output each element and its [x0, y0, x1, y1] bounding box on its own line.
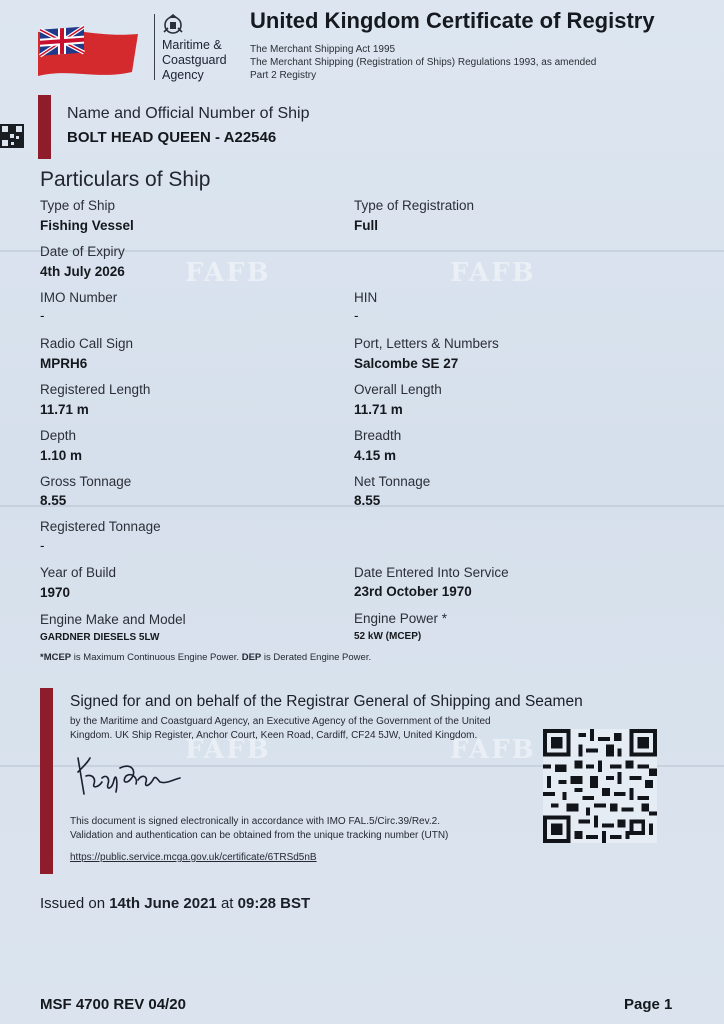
watermark: FAFB — [185, 735, 271, 765]
radio-call-sign-label: Radio Call Sign — [40, 336, 134, 351]
breadth-value: 4.15 m — [354, 448, 397, 463]
page-number: Page 1 — [624, 996, 673, 1013]
overall-length-label: Overall Length — [354, 382, 442, 397]
date-entered-service-value: 23rd October 1970 — [354, 584, 472, 599]
gross-tonnage-label: Gross Tonnage — [40, 474, 132, 489]
port-label: Port, Letters & Numbers — [354, 336, 499, 351]
depth-value: 1.10 m — [40, 448, 83, 463]
engine-make-label: Engine Make and Model — [40, 612, 186, 627]
certificate-url-link[interactable]: https://public.service.mcga.gov.uk/certificate/6TRSd5nB — [70, 852, 317, 863]
radio-call-sign-value: MPRH6 — [40, 356, 88, 371]
date-of-expiry-label: Date of Expiry — [40, 244, 125, 259]
side-qr-code-icon — [0, 124, 24, 148]
engine-make-value: GARDNER DIESELS 5LW — [40, 632, 160, 643]
hin-label: HIN — [354, 290, 378, 305]
imo-number-label: IMO Number — [40, 290, 118, 305]
net-tonnage-label: Net Tonnage — [354, 474, 431, 489]
net-tonnage-value: 8.55 — [354, 493, 381, 508]
registered-length-value: 11.71 m — [40, 402, 89, 417]
signature-bar — [40, 688, 53, 874]
issued-date-line: Issued on 14th June 2021 at 09:28 BST — [40, 895, 311, 912]
agency-name: Maritime & Coastguard Agency — [162, 38, 227, 82]
year-of-build-label: Year of Build — [40, 565, 117, 580]
engine-power-footnote: *MCEP is Maximum Continuous Engine Power. DEP is Derated Engine Power. — [40, 652, 372, 663]
signed-heading: Signed for and on behalf of the Registrar General of Shipping and Seamen — [70, 693, 583, 710]
agency-address: by the Maritime and Coastguard Agency, an Executive Agency of the Government of the United Kingdom. UK Ship Register, Anchor Court, Keen Road, Cardiff, CF24 5JW, United Kingdom. — [70, 716, 491, 741]
date-of-expiry-value: 4th July 2026 — [40, 264, 125, 279]
particulars-heading: Particulars of Ship — [40, 168, 211, 191]
registered-length-label: Registered Length — [40, 382, 151, 397]
red-ensign-flag-icon — [36, 20, 140, 82]
registered-tonnage-value: - — [40, 538, 45, 553]
registrar-signature — [72, 748, 184, 798]
electronic-signature-note: This document is signed electronically in accordance with IMO FAL.5/Circ.39/Rev.2. Validation and authentication can be obtained from the unique tracking number (UTN) — [70, 816, 449, 841]
breadth-label: Breadth — [354, 428, 402, 443]
royal-crest-icon — [161, 12, 185, 36]
legislation-line: The Merchant Shipping (Registration of Ships) Regulations 1993, as amended — [250, 57, 597, 68]
depth-label: Depth — [40, 428, 77, 443]
certificate-title: United Kingdom Certificate of Registry — [250, 8, 655, 33]
type-of-ship-value: Fishing Vessel — [40, 218, 134, 233]
type-of-ship-label: Type of Ship — [40, 198, 116, 213]
registered-tonnage-label: Registered Tonnage — [40, 519, 161, 534]
ship-name-value: BOLT HEAD QUEEN - A22546 — [67, 129, 277, 146]
ship-name-label: Name and Official Number of Ship — [67, 105, 310, 122]
watermark: FAFB — [450, 258, 536, 288]
engine-power-label: Engine Power * — [354, 611, 448, 626]
hin-value: - — [354, 308, 359, 323]
form-number: MSF 4700 REV 04/20 — [40, 996, 186, 1013]
gross-tonnage-value: 8.55 — [40, 493, 67, 508]
legislation-line: The Merchant Shipping Act 1995 — [250, 44, 396, 55]
verification-qr-code-icon — [543, 729, 657, 843]
year-of-build-value: 1970 — [40, 585, 71, 600]
watermark: FAFB — [185, 258, 271, 288]
ship-name-bar — [38, 95, 51, 159]
watermark: FAFB — [450, 735, 536, 765]
date-entered-service-label: Date Entered Into Service — [354, 565, 509, 580]
overall-length-value: 11.71 m — [354, 402, 403, 417]
imo-number-value: - — [40, 308, 45, 323]
type-of-registration-label: Type of Registration — [354, 198, 475, 213]
port-value: Salcombe SE 27 — [354, 356, 459, 371]
engine-power-value: 52 kW (MCEP) — [354, 631, 422, 642]
legislation-line: Part 2 Registry — [250, 70, 317, 81]
type-of-registration-value: Full — [354, 218, 378, 233]
